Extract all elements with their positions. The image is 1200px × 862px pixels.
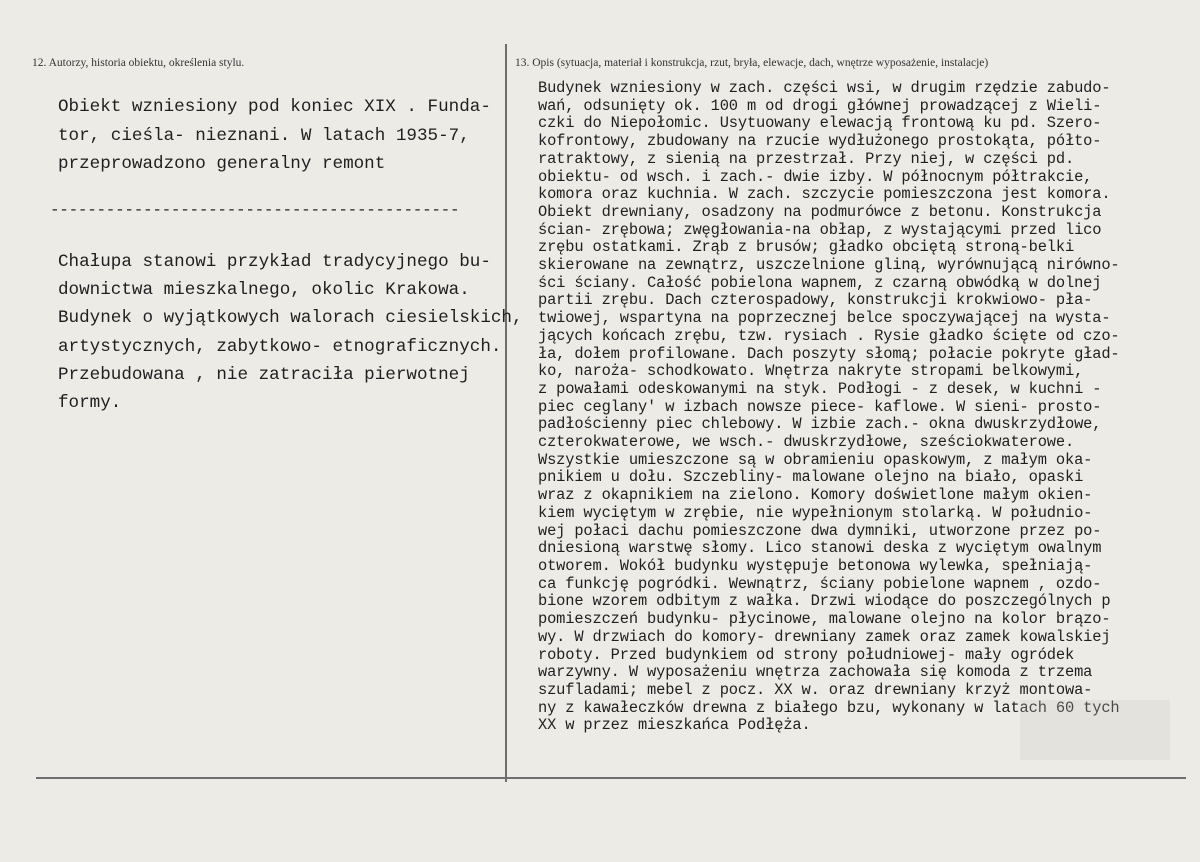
bottom-rule bbox=[36, 777, 1186, 779]
section-12-header: 12. Autorzy, historia obiektu, określenia stylu. bbox=[32, 57, 245, 69]
section-13-header: 13. Opis (sytuacja, materiał i konstrukcja, rzut, bryła, elewacje, dach, wnętrze wyposażenie, instalacje) bbox=[515, 57, 989, 69]
style-assessment-text: Chałupa stanowi przykład tradycyjnego bu- downictwa mieszkalnego, okolic Krakowa. Budynek o wyjątkowych walorach ciesielskich, artystycznych, zabytkowo- etnograficznych. Przebudowana , nie zatraciła pierwotnej formy. bbox=[58, 252, 523, 414]
dashed-separator: -------------------------------------------- bbox=[50, 201, 460, 219]
history-text: Obiekt wzniesiony pod koniec XIX . Funda- tor, cieśla- nieznani. W latach 1935-7, przeprowadzono generalny remont bbox=[58, 97, 491, 174]
show-through-mark bbox=[1020, 700, 1170, 760]
description-text: Budynek wzniesiony w zach. części wsi, w drugim rzędzie zabudo- wań, odsunięty ok. 100 m od drogi głównej prowadzącej z Wieli- czki do Niepołomic. Usytuowany elewacją frontową ku pd. Szero- kofrontowy, zbudowany na rzucie wydłużonego prostokąta, półto- ratraktowy, z sienią na przestrzał. Przy niej, w części pd. obiektu- od wsch. i zach.- dwie izby. W północnym półtrakcie, komora oraz kuchnia. W zach. szczycie pomieszczona jest komora. Obiekt drewniany, osadzony na podmurówce z betonu. Konstrukcja ścian- zrębowa; zwęgłowania-na obłap, z wystającymi przed lico zrębu ostatkami. Zrąb z brusów; gładko obciętą stroną-belki skierowane na zewnątrz, uszczelnione gliną, wyrównującą nirówno- ści ściany. Całość pobielona wapnem, z czarną obwódką w dolnej partii zrębu. Dach czterospadowy, konstrukcji krokwiowo- pła- twiowej, wspartyna na poprzecznej belce spoczywającej na wysta- jących końcach zrębu, tzw. rysiach . Rysie gładko ścięte od czo- ła, dołem profilowane. Dach poszyty słomą; połacie pokryte gład- ko, naroża- schodkowato. Wnętrza nakryte stropami belkowymi, z powałami odeskowanymi na styk. Podłogi - z desek, w kuchni - piec ceglany' w izbach nowsze piece- kaflowe. W sieni- prosto- padłościenny piec chlebowy. W izbie zach.- okna dwuskrzydłowe, czterokwaterowe, we wsch.- dwuskrzydłowe, sześciokwaterowe. Wszystkie umieszczone są w obramieniu opaskowym, z małym oka- pnikiem u dołu. Szczebliny- malowane olejno na biało, opaski wraz z okapnikiem na zielono. Komory doświetlone małym okien- kiem wyciętym w zrębie, nie wypełnionym stolarką. W południo- wej połaci dachu pomieszczone dwa dymniki, utworzone przez po- dniesioną warstwę słomy. Lico stanowi deska z wyciętym owalnym otworem. Wokół budynku występuje betonowa wylewka, spełniają- ca funkcję pogródki. Wewnątrz, ściany pobielone wapnem , ozdo- bione wzorem odbitym z wałka. Drzwi wiodące do poszczególnych p pomieszczeń budynku- płycinowe, malowane olejno na kolor brązo- wy. W drzwiach do komory- drewniany zamek oraz zamek kowalskiej roboty. Przed budynkiem od strony południowej- mały ogródek warzywny. W wyposażeniu wnętrza zachowała się komoda z trzema szufladami; mebel z pocz. XX w. oraz drewniany krzyż montowa- ny z kawałeczków drewna z białego bzu, wykonany w latach 60 tych XX w przez mieszkańca Podłęża. bbox=[538, 79, 1120, 735]
